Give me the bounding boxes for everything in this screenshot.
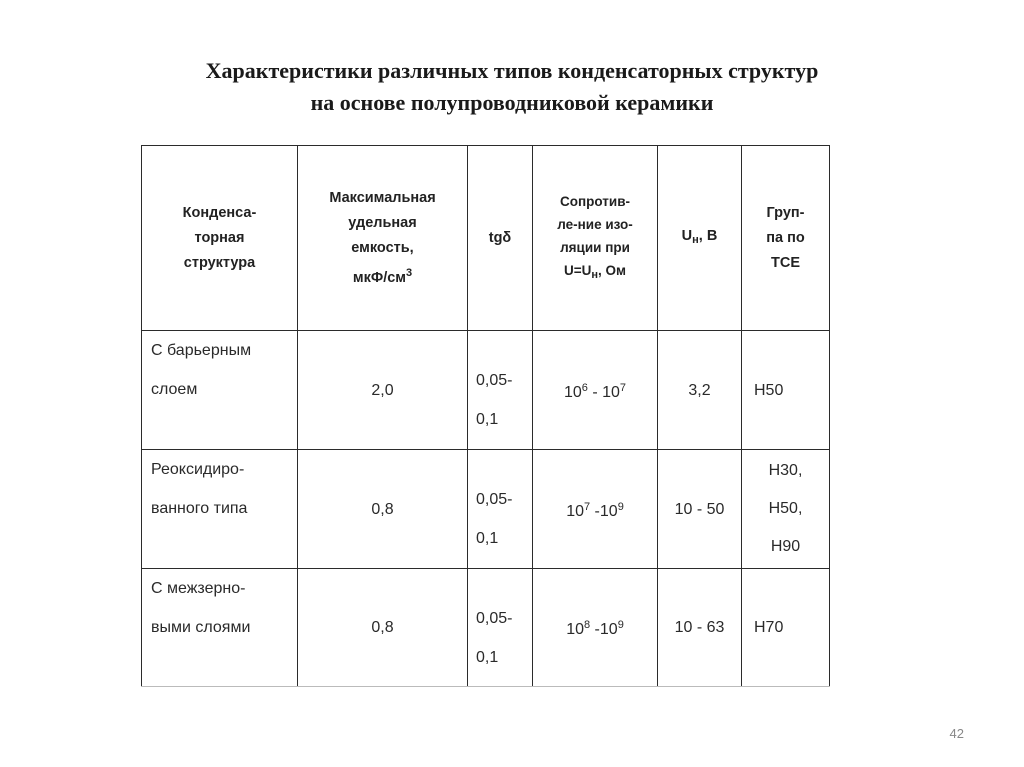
header-resistance: Сопротив- ле-ние изо- ляции при $U=U_н$, Ом [533, 146, 658, 331]
header-voltage: $U_н$, В [658, 146, 742, 331]
row-tce: Н50 [742, 331, 830, 450]
page-number: 42 [949, 726, 964, 741]
slide-title-line-2: на основе полупроводниковой керамики [310, 90, 714, 115]
row-structure-name: С барьерным слоем [142, 331, 298, 450]
header-structure: Конденса- торная структура [142, 146, 298, 331]
row-tce: Н30, Н50, Н90 [742, 450, 830, 569]
header-tg: tgδ [468, 146, 533, 331]
row-resistance: $10^7$ $-10^9$ [533, 450, 658, 569]
header-row [142, 146, 830, 331]
row-voltage: 10 - 63 [658, 569, 742, 687]
row-structure-name: Реоксидиро- ванного типа [142, 450, 298, 569]
slide-title [0, 55, 1024, 119]
header-tce: Груп- па по ТСЕ [742, 146, 830, 331]
row-capacity: 0,8 [298, 450, 468, 569]
table-row [142, 569, 830, 687]
table-row [142, 331, 830, 450]
row-voltage: 10 - 50 [658, 450, 742, 569]
row-voltage: 3,2 [658, 331, 742, 450]
slide-title-line-1: Характеристики различных типов конденсаторных структур [205, 58, 819, 83]
row-resistance: $10^8$ $-10^9$ [533, 569, 658, 687]
row-tg: 0,05- 0,1 [468, 331, 533, 450]
row-tg: 0,05- 0,1 [468, 569, 533, 687]
row-resistance: $10^6 - 10^7$ [533, 331, 658, 450]
row-capacity: 0,8 [298, 569, 468, 687]
header-capacity: Максимальная удельная емкость, мкФ/$см^3$ [298, 146, 468, 331]
table-row [142, 450, 830, 569]
characteristics-table [141, 145, 830, 687]
row-tg: 0,05- 0,1 [468, 450, 533, 569]
row-capacity: 2,0 [298, 331, 468, 450]
row-tce: Н70 [742, 569, 830, 687]
row-structure-name: С межзерно- выми слоями [142, 569, 298, 687]
